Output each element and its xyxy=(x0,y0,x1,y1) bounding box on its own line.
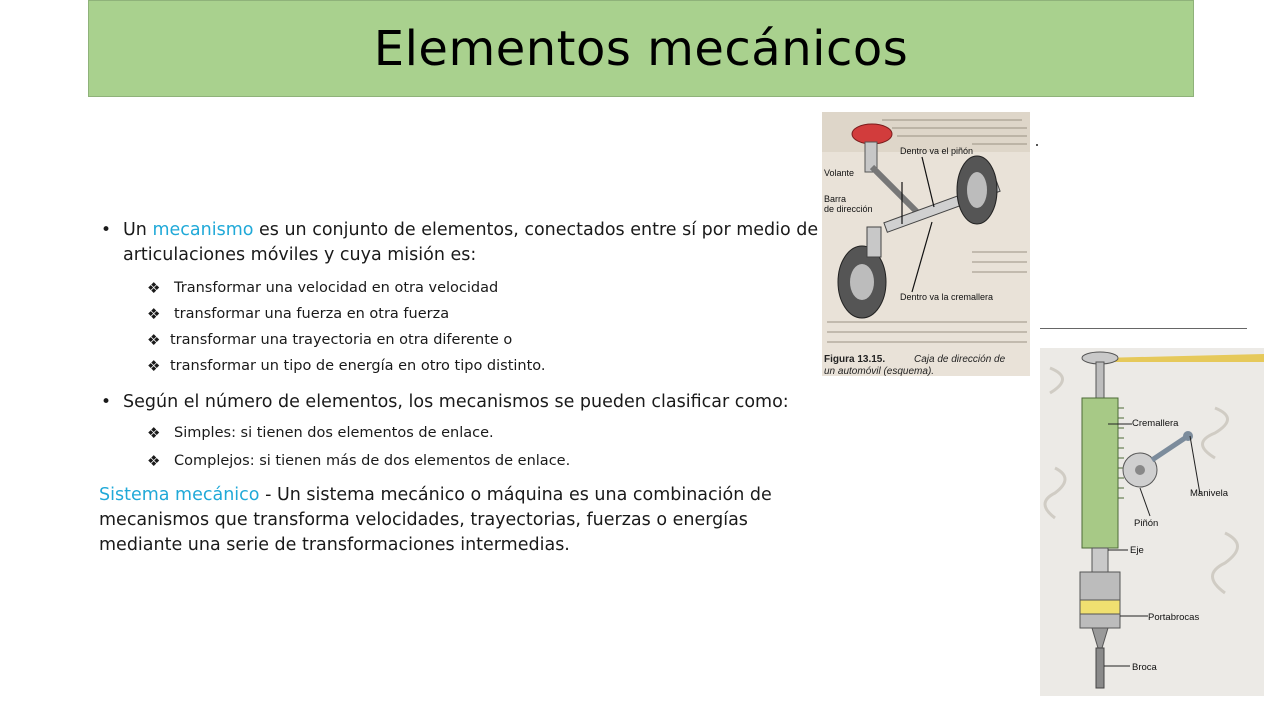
sub-bullet xyxy=(99,423,819,443)
label-pinon: Dentro va el piñón xyxy=(900,146,974,156)
sub-bullet-text: Transformar una velocidad en otra velocidad xyxy=(174,280,499,296)
diamond-bullet-icon: ❖ xyxy=(147,357,161,375)
diamond-bullet-icon: ❖ xyxy=(147,331,161,349)
label-volante: Volante xyxy=(824,168,855,178)
bullet-mecanismo xyxy=(99,218,819,268)
paragraph-text: - Un sistema mecánico o máquina es una combinación de mecanismos que transforma velocidades, trayectorias, fuerzas o energías mediante una serie de transformaciones intermedias. xyxy=(99,485,772,555)
label-manivela: Manivela xyxy=(1190,488,1229,499)
bullet-text: Un xyxy=(123,220,153,240)
sub-bullet xyxy=(99,330,819,350)
sub-bullet xyxy=(99,356,819,376)
label-barra: Barra xyxy=(824,194,847,204)
label-cremallera: Dentro va la cremallera xyxy=(900,292,994,302)
figure-caption-text: Caja de dirección de xyxy=(914,354,1006,365)
sub-bullet-text: Simples: si tienen dos elementos de enlace. xyxy=(174,425,494,441)
system-paragraph xyxy=(99,483,819,558)
diamond-bullet-icon: ❖ xyxy=(147,452,161,470)
divider-line xyxy=(1040,328,1247,329)
label-cremallera: Cremallera xyxy=(1132,418,1179,429)
label-barra-2: de dirección xyxy=(824,204,873,214)
diamond-bullet-icon: ❖ xyxy=(147,305,161,323)
diamond-bullet-icon: ❖ xyxy=(147,424,161,442)
label-pinon: Piñón xyxy=(1134,518,1159,529)
label-eje: Eje xyxy=(1130,545,1144,556)
sub-bullet-text: Complejos: si tienen más de dos elementos de enlace. xyxy=(174,453,571,469)
figure-caption-number: Figura 13.15. xyxy=(824,354,886,365)
figure-caption-text-2: un automóvil (esquema). xyxy=(824,366,935,376)
sub-bullet xyxy=(99,304,819,324)
sub-bullet xyxy=(99,278,819,298)
slide-body xyxy=(99,218,819,558)
steering-box-illustration xyxy=(822,112,1030,376)
stray-dot xyxy=(1036,144,1038,146)
bullet-clasificacion: • Según el número de elementos, los mecanismos se pueden clasificar como: xyxy=(99,390,819,415)
slide-title: Elementos mecánicos xyxy=(373,20,909,77)
keyword-sistema: Sistema mecánico xyxy=(99,485,260,505)
rack-pinion-drill-illustration xyxy=(1040,348,1264,696)
diamond-bullet-icon: ❖ xyxy=(147,279,161,297)
sub-bullet-text: transformar una trayectoria en otra diferente o xyxy=(170,332,513,348)
bullet-text: es un conjunto de elementos, conectados entre sí por medio de articulaciones móviles y cuya misión es: xyxy=(123,220,819,265)
label-portabrocas: Portabrocas xyxy=(1148,612,1200,623)
sub-bullet-text: transformar un tipo de energía en otro tipo distinto. xyxy=(170,358,546,374)
title-banner xyxy=(88,0,1194,97)
sub-bullet-text: transformar una fuerza en otra fuerza xyxy=(174,306,450,322)
sub-bullet xyxy=(99,451,819,471)
keyword-mecanismo: mecanismo xyxy=(152,220,254,240)
label-broca: Broca xyxy=(1132,662,1157,673)
